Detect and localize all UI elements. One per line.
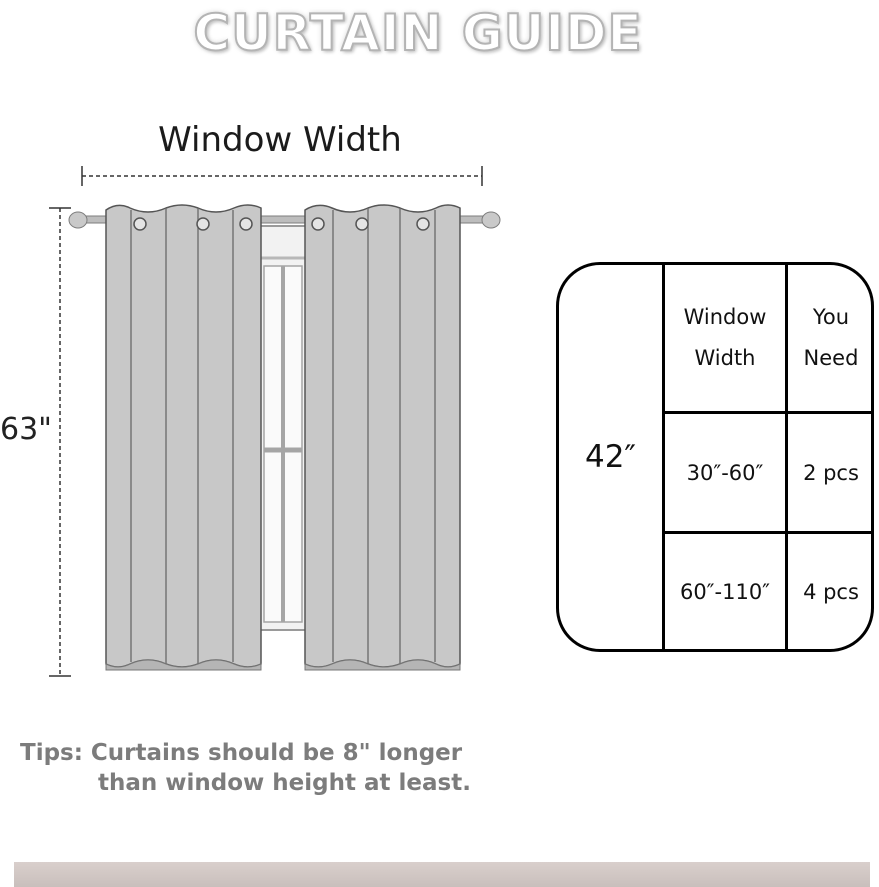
row2-you-need: 4 pcs [803, 579, 859, 604]
header-you-need [788, 265, 874, 411]
tips-text [20, 738, 520, 798]
floor-strip [14, 862, 870, 887]
curtain-width-value: 42″ [584, 439, 637, 475]
window-frame [258, 226, 308, 630]
row1-window-width: 30″-60″ [686, 460, 764, 485]
header-window-width-line1: Window [683, 305, 767, 329]
row1-you-need: 2 pcs [803, 460, 859, 485]
width-dimension-line [82, 166, 482, 186]
header-you-need-line2: Need [803, 346, 859, 370]
right-curtain-panel [305, 205, 460, 670]
height-dimension-line [49, 208, 71, 676]
left-curtain-panel [106, 205, 261, 670]
window-width-label: Window Width [158, 120, 402, 160]
header-you-need-line1: You [812, 305, 850, 329]
row2-window-width: 60″-110″ [679, 579, 771, 604]
curtain-height-label: 63" [0, 412, 52, 447]
tips-line-1: Tips: Curtains should be 8" longer [20, 740, 463, 766]
header-window-width-line2: Width [694, 346, 756, 370]
page-title: CURTAIN GUIDE [193, 4, 643, 62]
header-window-width [665, 265, 785, 411]
size-table [556, 262, 874, 652]
tips-line-2: than window height at least. [98, 770, 471, 796]
curtain-diagram [0, 0, 540, 700]
